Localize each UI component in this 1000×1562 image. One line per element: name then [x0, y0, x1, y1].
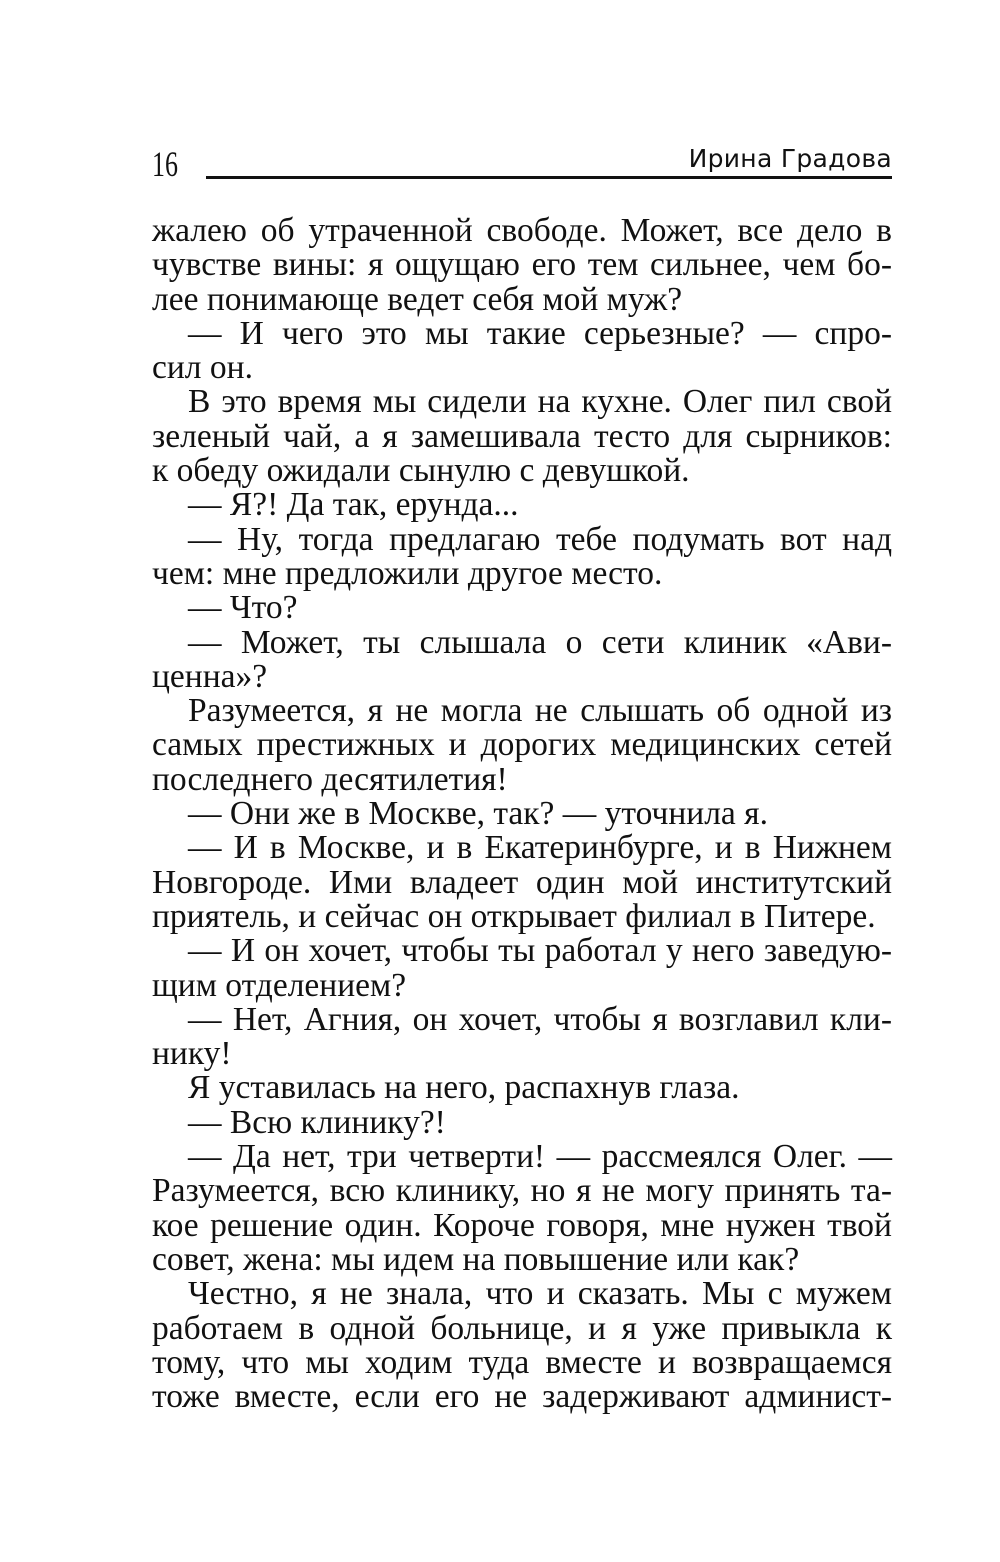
text-line: Разумеется, я не могла не слышать об одной из — [188, 692, 892, 730]
text-line: чем: мне предложили другое место. — [152, 554, 663, 592]
text-line: сил он. — [152, 349, 253, 387]
text-line: щим отделением? — [152, 966, 407, 1004]
text-line: В это время мы сидели на кухне. Олег пил свой — [188, 383, 892, 421]
text-line: — Они же в Москве, так? — уточнила я. — [188, 795, 768, 833]
text-line: ценна»? — [152, 657, 268, 695]
text-line: — И в Москве, и в Екатеринбурге, и в Нижнем — [188, 829, 892, 867]
text-line: зеленый чай, а я замешивала тесто для сырников: — [152, 417, 892, 455]
text-line: кое решение один. Короче говоря, мне нужен твой — [152, 1206, 892, 1244]
text-line: — Да нет, три четверти! — рассмеялся Олег. — — [188, 1138, 892, 1176]
text-line: тоже вместе, если его не задерживают админист- — [152, 1378, 892, 1416]
text-line: Я уставилась на него, распахнув глаза. — [188, 1069, 740, 1107]
body-text — [152, 214, 892, 1414]
text-line: жалею об утраченной свободе. Может, все дело в — [152, 212, 892, 249]
text-line: Честно, я не знала, что и сказать. Мы с мужем — [188, 1275, 892, 1313]
running-head-author: Ирина Градова — [688, 144, 892, 173]
text-line: тому, что мы ходим туда вместе и возвращаемся — [152, 1343, 892, 1381]
text-line: нику! — [152, 1035, 232, 1073]
text-line: последнего десятилетия! — [152, 760, 508, 798]
text-line: — Ну, тогда предлагаю тебе подумать вот над — [188, 520, 892, 558]
text-line: — Я?! Да так, ерунда... — [188, 486, 519, 524]
text-line: лее понимающе ведет себя мой муж? — [152, 280, 683, 318]
text-line: Новгороде. Ими владеет один мой институтский — [152, 863, 892, 901]
text-line: самых престижных и дорогих медицинских сетей — [152, 726, 892, 764]
header-rule — [206, 176, 892, 179]
text-line: к обеду ожидали сынулю с девушкой. — [152, 452, 690, 490]
text-line: чувстве вины: я ощущаю его тем сильнее, чем бо- — [152, 246, 892, 284]
text-line: — Всю клинику?! — [188, 1103, 446, 1141]
text-line: — И он хочет, чтобы ты работал у него заведую- — [188, 932, 892, 970]
text-line: совет, жена: мы идем на повышение или как? — [152, 1240, 800, 1278]
page-number: 16 — [152, 144, 178, 184]
text-line: — И чего это мы такие серьезные? — спро- — [188, 314, 892, 352]
text-line: приятель, и сейчас он открывает филиал в Питере. — [152, 897, 876, 935]
text-line: Разумеется, всю клинику, но я не могу принять та- — [152, 1172, 892, 1210]
text-line: — Может, ты слышала о сети клиник «Ави- — [188, 623, 892, 661]
running-header — [152, 140, 892, 184]
text-line: работаем в одной больнице, и я уже привыкла к — [152, 1309, 892, 1347]
text-line: — Что? — [188, 589, 298, 627]
text-line: — Нет, Агния, он хочет, чтобы я возглавил кли- — [188, 1000, 892, 1038]
